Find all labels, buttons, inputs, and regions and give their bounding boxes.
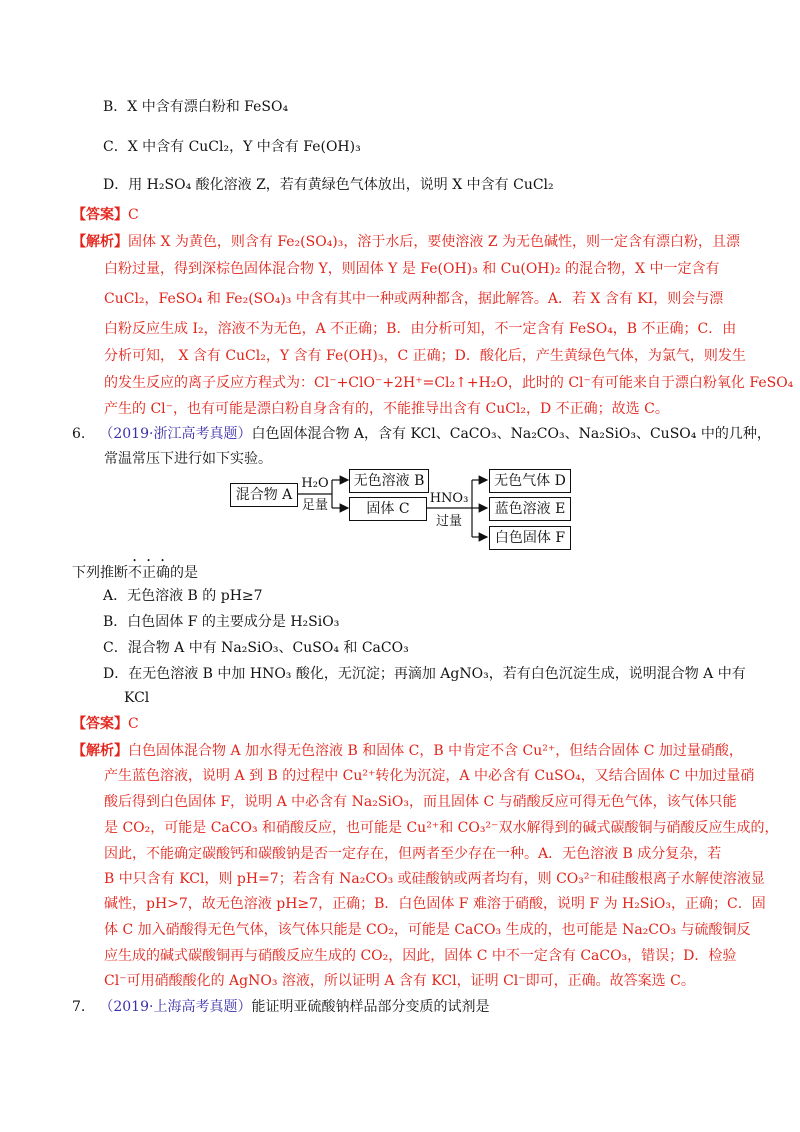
answer-value: C — [128, 207, 139, 223]
analysis-line: 产生的 Cl⁻，也有可能是漂白粉自身含有的，不能推导出含有 CuCl₂，D 不正确；故选 C。 — [104, 401, 669, 417]
q5-option-c: C．X 中含有 CuCl₂，Y 中含有 Fe(OH)₃ — [103, 139, 361, 155]
box-solution-e: 蓝色溶液 E — [489, 497, 571, 521]
analysis-line: 白粉过量，得到深棕色固体混合物 Y，则固体 Y 是 Fe(OH)₃ 和 Cu(OH)₂ 的混合物，X 中一定含有 — [104, 261, 720, 277]
answer-label: 【答案】 — [72, 716, 128, 732]
q6-option-d: D．在无色溶液 B 中加 HNO₃ 酸化，无沉淀；再滴加 AgNO₃，若有白色沉淀生成，说明混合物 A 中有 — [103, 666, 746, 682]
analysis-line: 碱性，pH>7，故无色溶液 pH≥7，正确；B．白色固体 F 难溶于硝酸，说明 F 为 H₂SiO₃，正确；C．固 — [104, 896, 766, 912]
question-source: （2019·浙江高考真题） — [99, 426, 252, 442]
box-mixture-a: 混合物 A — [230, 483, 298, 507]
box-solution-b: 无色溶液 B — [349, 469, 429, 493]
q5-option-d: D．用 H₂SO₄ 酸化溶液 Z，若有黄绿色气体放出，说明 X 中含有 CuCl₂ — [103, 177, 554, 193]
analysis-line: 【解析】白色固体混合物 A 加水得无色溶液 B 和固体 C，B 中肯定不含 Cu²⁺，但结合固体 C 加过量硝酸， — [72, 743, 743, 759]
analysis-line: 分析可知， X 含有 CuCl₂，Y 含有 Fe(OH)₃，C 正确；D．酸化后，产生黄绿色气体，为氯气，则发生 — [104, 348, 746, 364]
analysis-line: Cl⁻可用硝酸酸化的 AgNO₃ 溶液，所以证明 A 含有 KCl，证明 Cl⁻即可，正确。故答案选 C。 — [104, 973, 695, 989]
q6-option-d-cont: KCl — [124, 690, 150, 706]
step1-amount: 足量 — [301, 498, 328, 513]
q5-option-b: B．X 中含有漂白粉和 FeSO₄ — [103, 99, 289, 115]
analysis-line: 的发生反应的离子反应方程式为：Cl⁻+ClO⁻+2H⁺=Cl₂↑+H₂O，此时的 Cl⁻有可能来自于漂白粉氧化 FeSO₄ — [104, 375, 794, 391]
answer-value: C — [128, 716, 139, 732]
q6-answer — [72, 714, 139, 734]
analysis-label: 【解析】 — [72, 234, 128, 250]
q6-question: 下列推断不正确的是 — [72, 565, 198, 581]
analysis-line: CuCl₂，FeSO₄ 和 Fe₂(SO₄)₃ 中含有其中一种或两种都含，据此解答。A．若 X 含有 KI，则会与漂 — [104, 291, 724, 307]
analysis-label: 【解析】 — [72, 743, 128, 759]
analysis-line: 酸后得到白色固体 F，说明 A 中必含有 Na₂SiO₃，而且固体 C 与硝酸反应可得无色气体，该气体只能 — [104, 794, 737, 810]
question-number: 7. — [72, 999, 86, 1015]
step2-amount: 过量 — [435, 514, 462, 529]
analysis-line: 因此，不能确定碳酸钙和碳酸钠是否一定存在，但两者至少存在一种。A．无色溶液 B 成分复杂，若 — [104, 846, 722, 862]
box-gas-d: 无色气体 D — [489, 469, 571, 493]
box-solid-c: 固体 C — [349, 497, 427, 521]
box-solid-f: 白色固体 F — [489, 526, 571, 550]
analysis-line: 产生蓝色溶液，说明 A 到 B 的过程中 Cu²⁺转化为沉淀，A 中必含有 CuSO₄，又结合固体 C 中加过量硝 — [104, 768, 755, 784]
analysis-line: 是 CO₂，可能是 CaCO₃ 和硝酸反应，也可能是 Cu²⁺和 CO₃²⁻双水解得到的碱式碳酸铜与硝酸反应生成的， — [104, 820, 779, 836]
analysis-line: 白粉反应生成 I₂，溶液不为无色，A 不正确；B．由分析可知，不一定含有 FeSO₄，B 不正确；C．由 — [104, 321, 737, 337]
analysis-line: B 中只含有 KCl，则 pH=7；若含有 Na₂CO₃ 或硅酸钠或两者均有，则 CO₃²⁻和硅酸根离子水解使溶液显 — [104, 871, 765, 887]
step1-reagent: H₂O — [301, 476, 329, 491]
q6-stem-line2: 常温常压下进行如下实验。 — [104, 451, 272, 467]
analysis-line: 应生成的碱式碳酸铜再与硝酸反应生成的 CO₂，因此，固体 C 中不一定含有 CaCO₃，错误；D．检验 — [104, 948, 737, 964]
question-number: 6. — [72, 426, 86, 442]
emphasized-text: 不正确 — [128, 565, 170, 581]
q6-option-c: C．混合物 A 中有 Na₂SiO₃、CuSO₄ 和 CaCO₃ — [103, 640, 409, 656]
analysis-line: 【解析】固体 X 为黄色，则含有 Fe₂(SO₄)₃，溶于水后，要使溶液 Z 为无色碱性，则一定含有漂白粉，且漂 — [72, 234, 741, 250]
question-source: （2019·上海高考真题） — [99, 999, 252, 1015]
step2-reagent: HNO₃ — [429, 491, 469, 506]
answer-label: 【答案】 — [72, 207, 128, 223]
q6-option-a: A．无色溶液 B 的 pH≥7 — [103, 588, 263, 604]
q6-stem-line1: 6. （2019·浙江高考真题）白色固体混合物 A，含有 KCl、CaCO₃、Na₂CO₃、Na₂SiO₃、CuSO₄ 中的几种， — [72, 426, 771, 442]
q7-stem: 7. （2019·上海高考真题）能证明亚硫酸钠样品部分变质的试剂是 — [72, 999, 490, 1015]
analysis-line: 体 C 加入硝酸得无色气体，该气体只能是 CO₂，可能是 CaCO₃ 生成的，也可能是 Na₂CO₃ 与硫酸铜反 — [104, 922, 751, 938]
q6-option-b: B．白色固体 F 的主要成分是 H₂SiO₃ — [103, 614, 340, 630]
